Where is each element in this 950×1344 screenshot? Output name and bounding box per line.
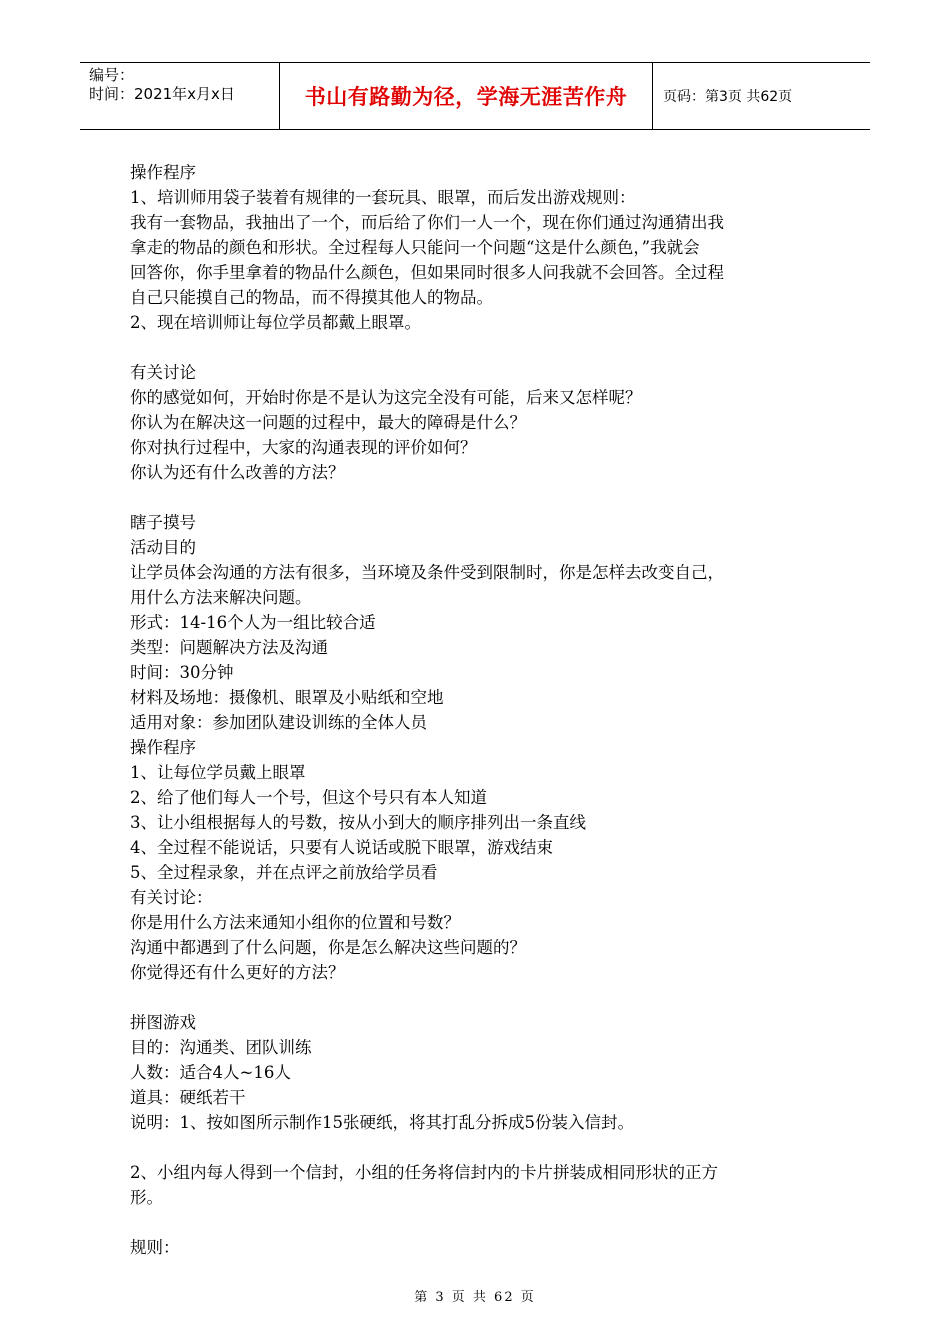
blank-line bbox=[130, 985, 825, 1010]
page-footer: 第 3 页 共 62 页 bbox=[414, 1290, 536, 1305]
text-line: 有关讨论 bbox=[130, 363, 196, 382]
text-line: 1、让每位学员戴上眼罩 bbox=[130, 763, 306, 782]
text-line: 自己只能摸自己的物品，而不得摸其他人的物品。 bbox=[130, 288, 493, 307]
blank-line bbox=[130, 335, 825, 360]
text-line: 用什么方法来解决问题。 bbox=[130, 588, 312, 607]
blank-line bbox=[130, 485, 825, 510]
text-line: 适用对象：参加团队建设训练的全体人员 bbox=[130, 713, 427, 732]
text-line: 回答你，你手里拿着的物品什么颜色，但如果同时很多人问我就不会回答。全过程 bbox=[130, 263, 724, 282]
text-line: 操作程序 bbox=[130, 738, 196, 757]
text-line: 你的感觉如何，开始时你是不是认为这完全没有可能，后来又怎样呢？ bbox=[130, 388, 642, 407]
date-label: 时间：2021年x月x日 bbox=[89, 85, 235, 103]
serial-number-label: 编号： bbox=[89, 66, 135, 84]
text-line: 材料及场地：摄像机、眼罩及小贴纸和空地 bbox=[130, 688, 444, 707]
text-line: 2、给了他们每人一个号，但这个号只有本人知道 bbox=[130, 788, 487, 807]
header-page-info: 页码：第3页 共62页 bbox=[663, 89, 793, 105]
text-line: 规则： bbox=[130, 1238, 180, 1257]
text-line: 3、让小组根据每人的号数，按从小到大的顺序排列出一条直线 bbox=[130, 813, 586, 832]
header-motto-cell bbox=[280, 63, 653, 129]
text-line: 操作程序 bbox=[130, 163, 196, 182]
document-body bbox=[130, 160, 825, 1260]
header-meta-cell bbox=[80, 63, 280, 129]
text-line: 让学员体会沟通的方法有很多，当环境及条件受到限制时，你是怎样去改变自己， bbox=[130, 563, 724, 582]
text-line: 瞎子摸号 bbox=[130, 513, 196, 532]
text-line: 你觉得还有什么更好的方法？ bbox=[130, 963, 345, 982]
text-line: 道具：硬纸若干 bbox=[130, 1088, 246, 1107]
text-line: 人数：适合4人~16人 bbox=[130, 1063, 291, 1082]
text-line: 你认为还有什么改善的方法？ bbox=[130, 463, 345, 482]
text-line: 5、全过程录象，并在点评之前放给学员看 bbox=[130, 863, 438, 882]
text-line: 说明：1、按如图所示制作15张硬纸，将其打乱分拆成5份装入信封。 bbox=[130, 1113, 634, 1132]
blank-line bbox=[130, 1135, 825, 1160]
text-line: 1、培训师用袋子装着有规律的一套玩具、眼罩，而后发出游戏规则： bbox=[130, 188, 636, 207]
text-line: 时间：30分钟 bbox=[130, 663, 234, 682]
text-line: 沟通中都遇到了什么问题，你是怎么解决这些问题的？ bbox=[130, 938, 526, 957]
text-line: 有关讨论： bbox=[130, 888, 213, 907]
text-line: 活动目的 bbox=[130, 538, 196, 557]
text-line: 2、现在培训师让每位学员都戴上眼罩。 bbox=[130, 313, 421, 332]
document-header bbox=[80, 62, 870, 130]
text-line: 我有一套物品，我抽出了一个，而后给了你们一人一个，现在你们通过沟通猜出我 bbox=[130, 213, 724, 232]
header-page-cell bbox=[653, 63, 870, 129]
text-line: 2、小组内每人得到一个信封，小组的任务将信封内的卡片拼装成相同形状的正方 bbox=[130, 1163, 718, 1182]
text-line: 形式：14-16个人为一组比较合适 bbox=[130, 613, 376, 632]
text-line: 4、全过程不能说话，只要有人说话或脱下眼罩，游戏结束 bbox=[130, 838, 553, 857]
text-line: 拿走的物品的颜色和形状。全过程每人只能问一个问题“这是什么颜色，”我就会 bbox=[130, 238, 700, 257]
text-line: 类型：问题解决方法及沟通 bbox=[130, 638, 328, 657]
header-motto: 书山有路勤为径，学海无涯苦作舟 bbox=[304, 85, 628, 109]
text-line: 你是用什么方法来通知小组你的位置和号数？ bbox=[130, 913, 460, 932]
text-line: 拼图游戏 bbox=[130, 1013, 196, 1032]
text-line: 目的：沟通类、团队训练 bbox=[130, 1038, 312, 1057]
blank-line bbox=[130, 1210, 825, 1235]
text-line: 形。 bbox=[130, 1188, 163, 1207]
text-line: 你对执行过程中，大家的沟通表现的评价如何？ bbox=[130, 438, 477, 457]
text-line: 你认为在解决这一问题的过程中，最大的障碍是什么？ bbox=[130, 413, 526, 432]
